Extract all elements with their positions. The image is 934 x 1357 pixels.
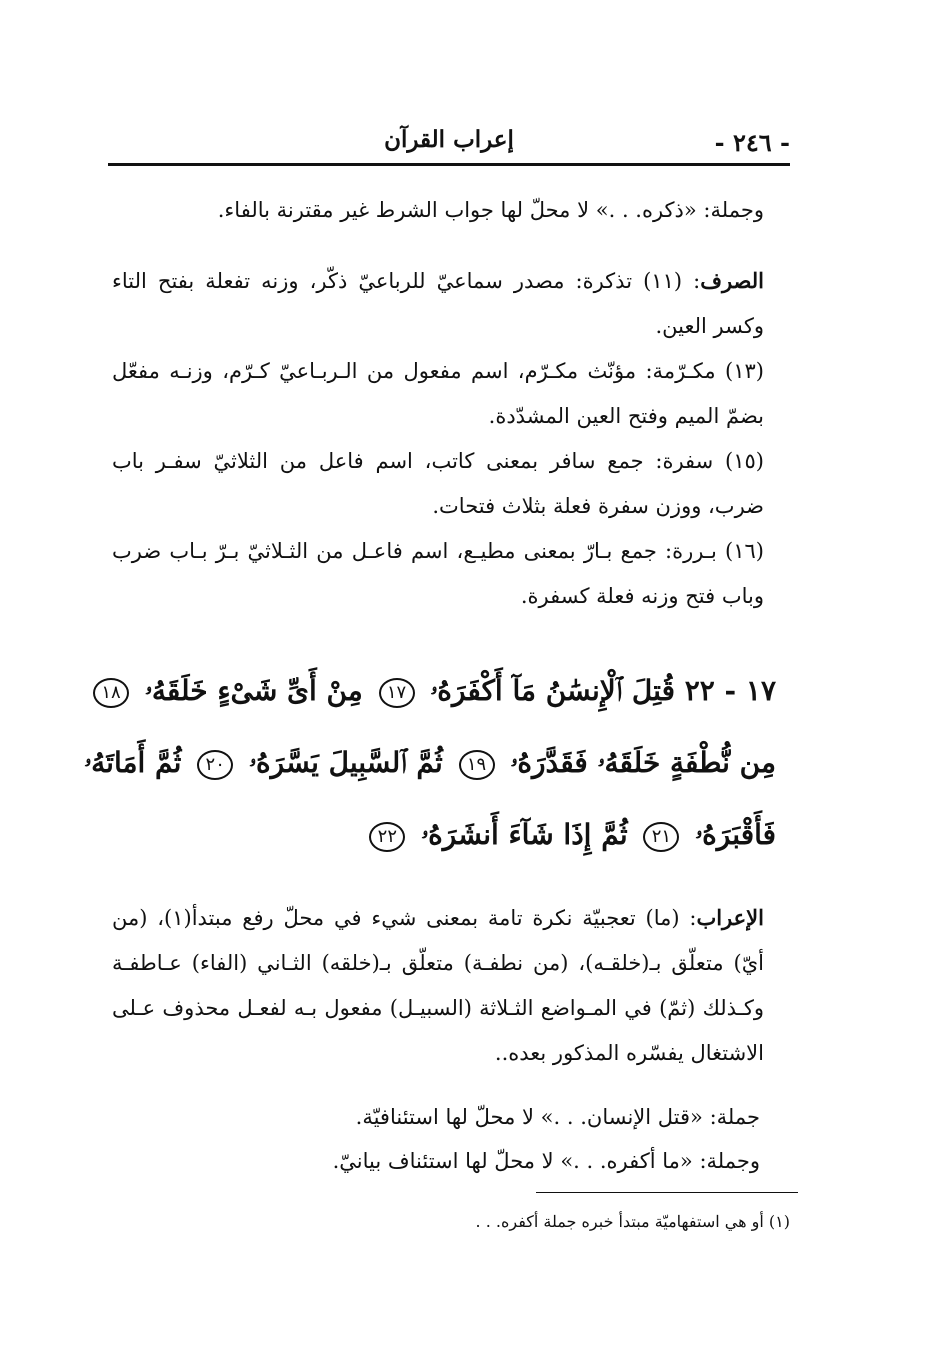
book-title: إعراب القرآن	[384, 126, 514, 153]
ayah-number-mark: ١٧	[379, 678, 415, 708]
verse-range: ١٧ - ٢٢	[684, 674, 776, 707]
sentence-label: وجملة	[710, 198, 764, 222]
ayah-number-mark: ٢١	[643, 822, 679, 852]
sentence-analysis	[200, 1095, 760, 1183]
ayah-number-mark: ١٩	[459, 750, 495, 780]
sarf-label: الصرف	[700, 268, 764, 293]
verse-text: قُتِلَ ٱلْإِنسَٰنُ مَآ أَكْفَرَهُۥ	[430, 674, 675, 707]
page-header	[108, 118, 790, 158]
ayah-number-mark: ٢٠	[197, 750, 233, 780]
sarf-entry-13: (١٣) مكـرّمة: مؤنّث مكـرّم، اسم مفعول من الـربـاعيّ كـرّم، وزنـه مفعّل بضمّ الميم وفتح العين المشدّدة.	[112, 359, 764, 428]
top-sentence	[112, 188, 786, 233]
verse-text: ثُمَّ أَمَاتَهُۥ	[84, 746, 182, 779]
verse-text: مِن نُّطْفَةٍ خَلَقَهُۥ فَقَدَّرَهُۥ	[510, 746, 776, 779]
sentence-line-1: جملة: «قتل الإنسان. . .» لا محلّ لها استئنافيّة.	[355, 1105, 760, 1129]
irab-paragraph	[112, 895, 786, 1076]
footnote: (١) أو هي استفهاميّة مبتدأ خبره جملة أكفره. . .	[475, 1212, 790, 1231]
sarf-entry-16: (١٦) بـررة: جمع بـارّ بمعنى مطيـع، اسم فاعـل من الثـلاثيّ بـرّ بـاب ضرب وباب فتح وزنه فعلة كسفرة.	[112, 539, 764, 608]
sarf-section	[112, 258, 786, 619]
top-sentence-paragraph	[112, 188, 786, 233]
sarf-entry-text: : (١١) تذكرة: مصدر سماعيّ للرباعيّ ذكّر، وزنه تفعلة بفتح التاء وكسر العين.	[112, 269, 764, 338]
irab-text: : (ما) تعجبيّة نكرة تامة بمعنى شيء في محلّ رفع مبتدأ(١)، (من أيّ) متعلّق بـ(خلقـه)، (من نطفـة) متعلّق بـ(خلقه) الثـاني (الفاء) عـاطفـة وكـذلك (ثمّ) في المـواضع الثـلاثة (السبيـل) مفعول بـه لفعـل محذوف عـلى الاشتغال يفسّره المذكور بعده..	[112, 906, 764, 1065]
quran-verses	[84, 655, 776, 871]
verse-text: مِنْ أَىِّ شَىْءٍ خَلَقَهُۥ	[144, 674, 363, 707]
irab-section	[112, 895, 786, 1076]
verse-text: ثُمَّ ٱلسَّبِيلَ يَسَّرَهُۥ	[248, 746, 443, 779]
verse-line-3	[112, 799, 776, 871]
ayah-number-mark: ١٨	[93, 678, 129, 708]
ayah-number-mark: ٢٢	[369, 822, 405, 852]
page-number: - ٢٤٦ -	[714, 128, 790, 157]
footnote-rule	[536, 1192, 798, 1193]
header-rule	[108, 163, 790, 166]
verse-text: فَأَقْبَرَهُۥ	[695, 818, 776, 851]
verse-text: ثُمَّ إِذَا شَآءَ أَنشَرَهُۥ	[421, 818, 628, 851]
sarf-entry-11	[112, 258, 786, 349]
sentence-text: : «ذكره. . .» لا محلّ لها جواب الشرط غير مقترنة بالفاء.	[217, 198, 711, 222]
sarf-entry-15: (١٥) سفرة: جمع سافر بمعنى كاتب، اسم فاعل من الثلاثيّ سفـر باب ضرب، ووزن سفرة فعلة بثلاث فتحات.	[112, 449, 764, 518]
verse-line-2	[84, 727, 776, 799]
verse-line-1	[101, 655, 776, 727]
irab-label: الإعراب	[696, 905, 764, 930]
sentence-line-2: وجملة: «ما أكفره. . .» لا محلّ لها استئناف بيانيّ.	[332, 1149, 760, 1173]
